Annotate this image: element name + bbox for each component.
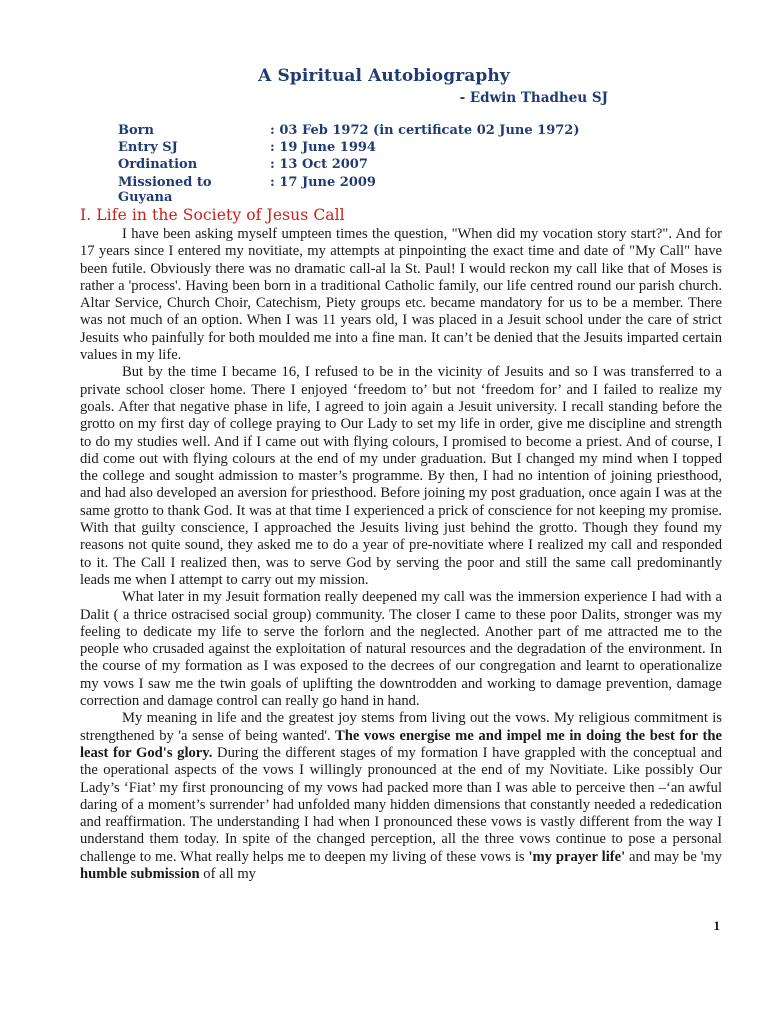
info-row-missioned — [118, 174, 580, 205]
info-label: Born — [118, 123, 154, 138]
info-value: : 13 Oct 2007 — [270, 157, 368, 173]
paragraph-4 — [80, 710, 722, 883]
section-heading: I. Life in the Society of Jesus Call — [80, 206, 345, 224]
info-value: : 17 June 2009 — [270, 174, 376, 190]
info-value: : 19 June 1994 — [270, 140, 376, 156]
paragraph-2: But by the time I became 16, I refused to be in the vicinity of Jesuits and so I was transferred to a private school closer home. There I enjoyed ‘freedom to’ but not ‘freedom for’ and I failed to realize my goals. After that negative phase in life, I agreed to join again a Jesuit university. I recall standing before the grotto on my first day of college praying to Our Lady to set my life in order, give me discipline and strength to do my studies well. And if I came out with flying colours, I promised to become a priest. And of course, I did come out with flying colours at the end of my under graduation. But I changed my mind when I topped the college and sought admission to master’s programme. By then, I had no intention of joining priesthood, and had also developed an aversion for priesthood. Before joining my post graduation, once again I was at the same grotto to thank God. It was at that time I experienced a prick of conscience for not keeping my promise. With that guilty conscience, I approached the Jesuits living just behind the grotto. Though they found my reasons not quite sound, they asked me to do a year of pre-novitiate where I realized my call and responded to it. The Call I realized then, was to serve God by serving the poor and still the same call predominantly leads me when I attempt to carry out my mission. — [80, 364, 722, 588]
info-label: Entry SJ — [118, 140, 178, 156]
paragraph-4-emphasis: The vows energise me and impel me in doing the best for the least for God's glory. — [80, 727, 722, 761]
paragraph-4-text: of all my — [199, 865, 256, 882]
paragraph-4-text: My meaning in life and the greatest joy stems from living out the vows. My religious commitment is strengthened by 'a sense of being wanted'. — [80, 710, 722, 744]
info-row-entry — [118, 140, 580, 157]
paragraph-4-emphasis: 'my prayer life' — [528, 848, 626, 865]
paragraph-3: What later in my Jesuit formation really deepened my call was the immersion experience I had with a Dalit ( a thrice ostracised social group) community. The closer I came to these poor Dalits, stronger was my feeling to dedicate my life to serve the forlorn and the neglected. Another part of me attracted me to the people who crusaded against the exploitation of natural resources and the degradation of the environment. In the course of my formation as I was exposed to the decrees of our congregation and learnt to operationalize my vows I saw me the twin goals of uplifting the downtrodden and working to damage prevention, damage correction and damage control can really go hand in hand. — [80, 589, 722, 710]
document-author: - Edwin Thadheu SJ — [459, 90, 608, 106]
page-number: 1 — [713, 918, 720, 933]
document-title: A Spiritual Autobiography — [258, 66, 510, 86]
info-label: Ordination — [118, 157, 198, 173]
info-row-born — [118, 123, 580, 140]
info-label: Missioned to Guyana — [118, 174, 212, 205]
paragraph-4-text: and may be 'my — [625, 848, 722, 865]
paragraph-1: I have been asking myself umpteen times the question, "When did my vocation story start?". And for 17 years since I entered my novitiate, my attempts at pinpointing the exact time and date of "My Call" have been futile. Obviously there was no dramatic call-al la St. Paul! I would reckon my call like that of Moses is rather a 'process'. Having been born in a traditional Catholic family, our life centred round our parish church. Altar Service, Church Choir, Catechism, Piety groups etc. became mandatory for us to be a member. There was not much of an option. When I was 11 years old, I was placed in a Jesuit school under the care of strict Jesuits who painfully for both moulded me into a fine man. It can’t be denied that the Jesuits imparted certain values in my life. — [80, 226, 722, 364]
body-text — [80, 226, 722, 883]
biographical-info — [118, 123, 580, 205]
paragraph-4-emphasis: humble submission — [80, 865, 200, 882]
paragraph-4-text: During the different stages of my formation I have grappled with the conceptual and the operational aspects of the vows I willingly pronounced at the end of my Novitiate. Like possibly Our Lady’s ‘Fiat’ my first pronouncing of my vows had packed more than I was able to perceive then –‘an awful daring of a moment’s surrender’ had unfolded many hidden dimensions that constantly needed a rededication and reaffirmation. The understanding I had when I pronounced these vows is vastly different from the way I understand them today. In spite of the changed perception, all the three vows continue to pose a personal challenge to me. What really helps me to deepen my living of these vows is — [80, 744, 723, 865]
info-row-ordination — [118, 157, 580, 174]
info-value: : 03 Feb 1972 (in certificate 02 June 1972) — [270, 123, 580, 138]
